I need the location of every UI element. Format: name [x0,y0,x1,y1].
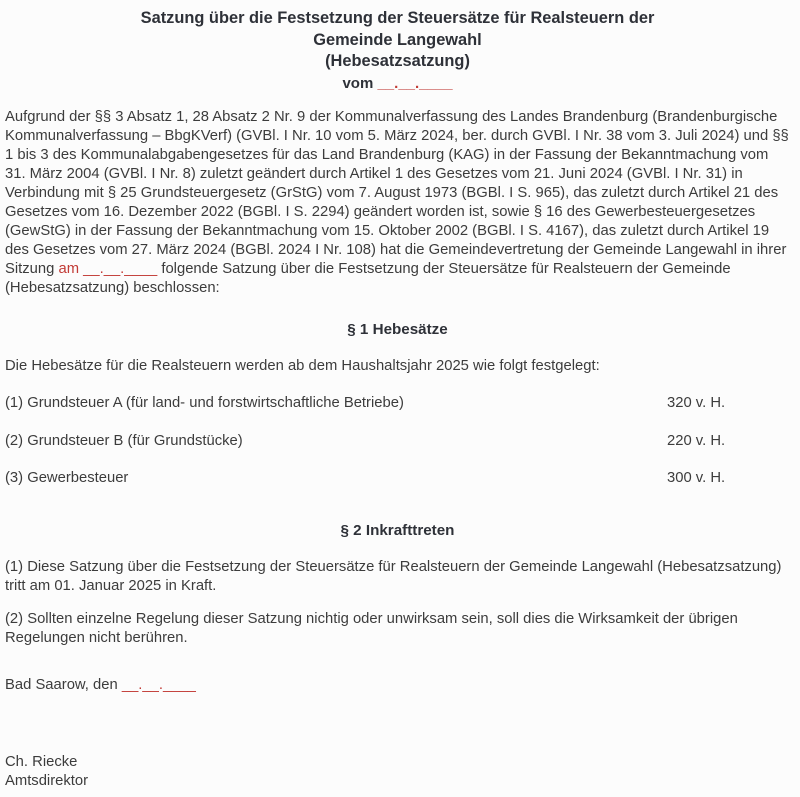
rate-row-gewerbesteuer [5,469,790,488]
signature-name: Ch. Riecke [5,754,78,770]
signature-place-label: Bad Saarow, den [5,677,118,693]
rate-label-grundsteuer-a: (1) Grundsteuer A (für land- und forstwirtschaftliche Betriebe) [5,395,404,411]
section2-paragraph2: (2) Sollten einzelne Regelung dieser Satzung nichtig oder unwirksam sein, soll dies die Wirksamkeit der übrigen Regelungen nicht berühren. [5,611,738,646]
document-date-line [5,74,790,93]
section2-paragraph1: (1) Diese Satzung über die Festsetzung der Steuersätze für Realsteuern der Gemeinde Langewahl (Hebesatzsatzung) tritt am 01. Januar 2025 in Kraft. [5,559,782,594]
document-title-line1: Satzung über die Festsetzung der Steuersätze für Realsteuern der [140,9,655,27]
document-date-placeholder: __.__.____ [377,74,453,92]
section1-intro: Die Hebesätze für die Realsteuern werden ab dem Haushaltsjahr 2025 wie folgt festgelegt: [5,357,600,374]
rate-value-grundsteuer-b: 220 v. H. [667,432,726,449]
preamble-text-before-date: Aufgrund der §§ 3 Absatz 1, 28 Absatz 2 Nr. 9 der Kommunalverfassung des Landes Brandenburg (Brandenburgische Kommunalverfassung – BbgKVerf) (GVBl. I Nr. 10 vom 5. März 2024, ber. durch GVBl. I Nr. 38 vom 3. Juli 2024) und §§ 1 bis 3 des Kommunalabgabengesetzes für das Land Brandenburg (KAG) in der Fassung der Bekanntmachung vom 31. März 2004 (GVBl. I Nr. 8) zuletzt geändert durch Artikel 1 des Gesetzes vom 21. Juni 2024 (GVBl. I Nr. 31) in Verbindung mit § 25 Grundsteuergesetz (GrStG) vom 7. August 1973 (BGBl. I S. 965), das zuletzt durch Artikel 21 des Gesetzes vom 16. Dezember 2022 (BGBl. I S. 2294) geändert worden ist, sowie § 16 des Gewerbesteuergesetzes (GewStG) in der Fassung der Bekanntmachung vom 15. Oktober 2002 (BGBl. I S. 4167), das zuletzt durch Artikel 19 des Gesetzes vom 27. März 2024 (BGBl. 2024 I Nr. 108) hat die Gemeindevertretung der Gemeinde Langewahl in ihrer Sitzung [5,108,789,277]
rate-value-grundsteuer-a: 320 v. H. [667,395,726,411]
document-title-line3: (Hebesatzsatzung) [325,52,470,70]
document-header [5,8,790,93]
rate-row-grundsteuer-b [5,432,790,451]
rate-row-grundsteuer-a [5,394,790,413]
signature-place-date-line [5,676,790,695]
preamble-paragraph [5,108,790,298]
signature-date-placeholder: __.__.____ [121,677,196,693]
rate-label-gewerbesteuer: (3) Gewerbesteuer [5,470,129,486]
rate-value-gewerbesteuer: 300 v. H. [667,470,726,486]
document-title-line2: Gemeinde Langewahl [313,30,482,49]
section1-heading: § 1 Hebesätze [347,320,448,338]
rate-label-grundsteuer-b: (2) Grundsteuer B (für Grundstücke) [5,432,243,449]
section2-heading: § 2 Inkrafttreten [340,522,455,539]
document-date-label: vom [342,74,374,92]
preamble-session-date-placeholder: am __.__.____ [58,260,158,277]
signature-role: Amtsdirektor [5,773,89,789]
preamble-text-after-date: folgende Satzung über die Festsetzung der Steuersätze für Realsteuern der Gemeinde (Hebesatzsatzung) beschlossen: [5,260,731,296]
